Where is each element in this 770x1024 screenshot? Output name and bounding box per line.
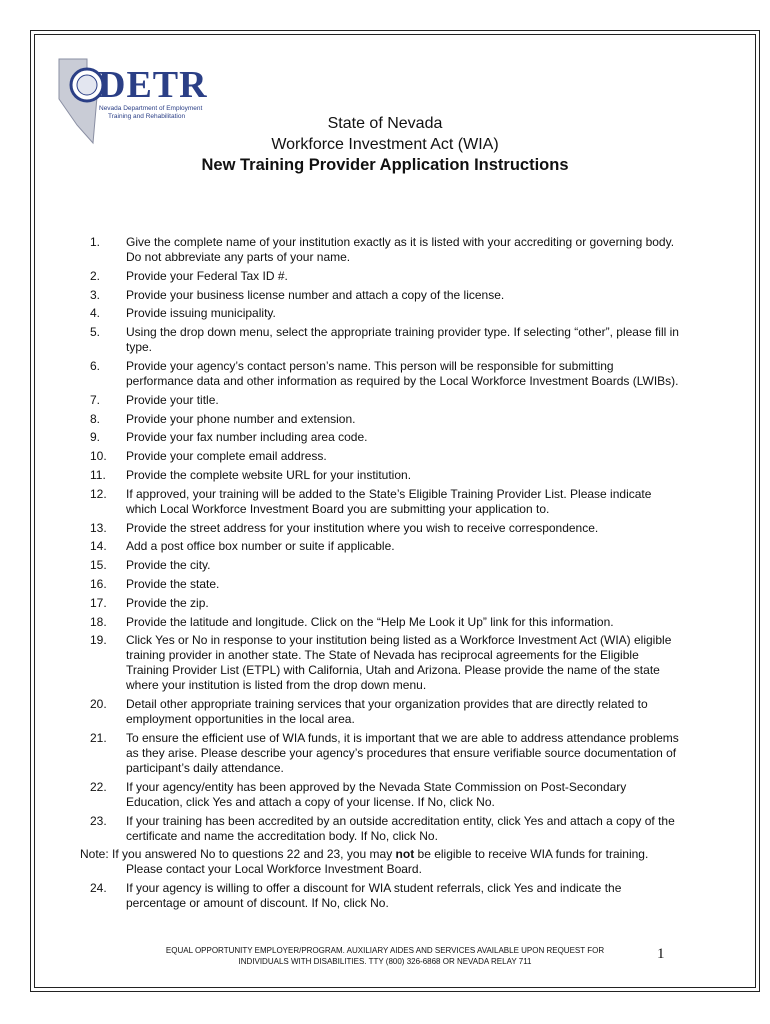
note-text-after: be eligible to receive WIA funds for training. Please contact your Local Workforce Investment Board. (126, 847, 649, 877)
logo-subtitle-1: Nevada Department of Employment (99, 105, 203, 112)
item-number: 15. (90, 558, 107, 573)
item-text: Provide the state. (126, 576, 220, 591)
item-number: 5. (90, 325, 101, 340)
item-number: 13. (90, 520, 107, 535)
header-act: Workforce Investment Act (WIA) (271, 136, 499, 153)
logo-subtitle-2: Training and Rehabilitation (108, 113, 186, 120)
list-item (80, 780, 680, 810)
item-number: 2. (90, 268, 101, 283)
item-text: If your agency/entity has been approved by the Nevada State Commission on Post-Secondary Education, click Yes and attach a copy of your license. If No, click No. (126, 779, 627, 809)
list-item (80, 596, 680, 611)
item-text: If your training has been accredited by an outside accreditation entity, click Yes and attach a copy of the certificate and name the accreditation body. If No, click No. (126, 813, 675, 843)
list-item (80, 288, 680, 303)
list-item (80, 468, 680, 483)
item-number: 20. (90, 697, 107, 712)
item-number: 14. (90, 539, 107, 554)
item-text: Provide your phone number and extension. (126, 411, 356, 426)
item-text: To ensure the efficient use of WIA funds, it is important that we are able to address attendance problems as they arise. Please describe your agency’s procedures that ensure verifiable source documentation of participant’s daily attendance. (126, 730, 679, 775)
item-text: Provide your business license number and attach a copy of the license. (126, 287, 505, 302)
page-number: 1 (657, 946, 665, 962)
item-text: Provide the city. (126, 558, 211, 573)
item-number: 11. (90, 467, 106, 482)
note-text-before: Note: If you answered No to questions 22 and 23, you may (80, 847, 396, 862)
item-text: Give the complete name of your institution exactly as it is listed with your accrediting or governing body. Do not abbreviate any parts of your name. (126, 235, 675, 264)
item-number: 7. (90, 392, 101, 407)
list-item (80, 393, 680, 408)
item-number: 24. (90, 881, 107, 896)
list-item (80, 731, 680, 776)
item-text: Using the drop down menu, select the appropriate training provider type. If selecting “other”, please fill in type. (126, 325, 679, 355)
list-item (80, 235, 680, 265)
item-text: Provide issuing municipality. (126, 306, 276, 321)
item-text: Provide the complete website URL for your institution. (126, 467, 412, 482)
item-number: 9. (90, 430, 101, 445)
item-text: If your agency is willing to offer a discount for WIA student referrals, click Yes and indicate the percentage or amount of discount. If No, click No. (126, 881, 622, 911)
item-text: Click Yes or No in response to your institution being listed as a Workforce Investment Act (WIA) eligible training provider in another state. The State of Nevada has reciprocal agreements for the Eligible Training Provider List (ETPL) with California, Utah and Arizona. Please provide the name of the state where your institution is listed from the drop down menu. (126, 633, 672, 693)
item-text: Provide the latitude and longitude. Click on the “Help Me Look it Up” link for this information. (126, 614, 614, 629)
note (80, 847, 680, 877)
item-number: 4. (90, 306, 101, 321)
item-text: If approved, your training will be added to the State’s Eligible Training Provider List. Please indicate which Local Workforce Investment Board you are submitting your application to. (126, 486, 652, 516)
item-number: 16. (90, 576, 107, 591)
list-item (80, 558, 680, 573)
list-item (80, 814, 680, 844)
list-item (80, 359, 680, 389)
list-item (80, 577, 680, 592)
item-number: 6. (90, 358, 101, 373)
item-number: 22. (90, 779, 107, 794)
list-item (80, 539, 680, 554)
item-number: 21. (90, 730, 107, 745)
note-emphasis: not (395, 847, 415, 862)
item-text: Detail other appropriate training services that your organization provides that are directly related to employment opportunities in the local area. (126, 697, 648, 727)
item-number: 12. (90, 486, 107, 501)
list-item (80, 615, 680, 630)
footer-notice (100, 945, 670, 967)
item-text: Provide your Federal Tax ID #. (126, 268, 288, 283)
item-text: Provide your title. (126, 392, 219, 407)
item-number: 19. (90, 633, 107, 648)
item-number: 23. (90, 813, 107, 828)
item-text: Provide your complete email address. (126, 449, 327, 464)
list-item (80, 697, 680, 727)
list-item (80, 881, 680, 911)
list-item (80, 449, 680, 464)
item-number: 1. (90, 235, 101, 249)
list-item (80, 521, 680, 536)
item-text: Add a post office box number or suite if applicable. (126, 539, 395, 554)
item-number: 17. (90, 595, 107, 610)
footer-line-2: INDIVIDUALS WITH DISABILITIES. TTY (800) 326-6868 OR NEVADA RELAY 711 (238, 957, 532, 966)
item-text: Provide the zip. (126, 595, 209, 610)
logo-wordmark: DETR (98, 64, 208, 106)
instruction-list (80, 235, 680, 915)
item-text: Provide your fax number including area code. (126, 430, 368, 445)
item-number: 8. (90, 411, 101, 426)
list-item (80, 487, 680, 517)
item-number: 10. (90, 449, 107, 464)
item-number: 18. (90, 614, 107, 629)
list-item (80, 325, 680, 355)
list-item (80, 269, 680, 284)
page-title: New Training Provider Application Instructions (201, 156, 569, 174)
header-state: State of Nevada (327, 115, 443, 132)
list-item (80, 306, 680, 321)
item-number: 3. (90, 287, 101, 302)
list-item (80, 633, 680, 693)
item-text: Provide your agency’s contact person’s name. This person will be responsible for submitting performance data and other information as required by the Local Workforce Investment Boards (LWIBs). (126, 358, 679, 388)
footer-line-1: EQUAL OPPORTUNITY EMPLOYER/PROGRAM. AUXILIARY AIDES AND SERVICES AVAILABLE UPON REQUEST FOR (165, 946, 605, 955)
item-text: Provide the street address for your institution where you wish to receive correspondence. (126, 520, 599, 535)
list-item (80, 412, 680, 427)
list-item (80, 430, 680, 445)
